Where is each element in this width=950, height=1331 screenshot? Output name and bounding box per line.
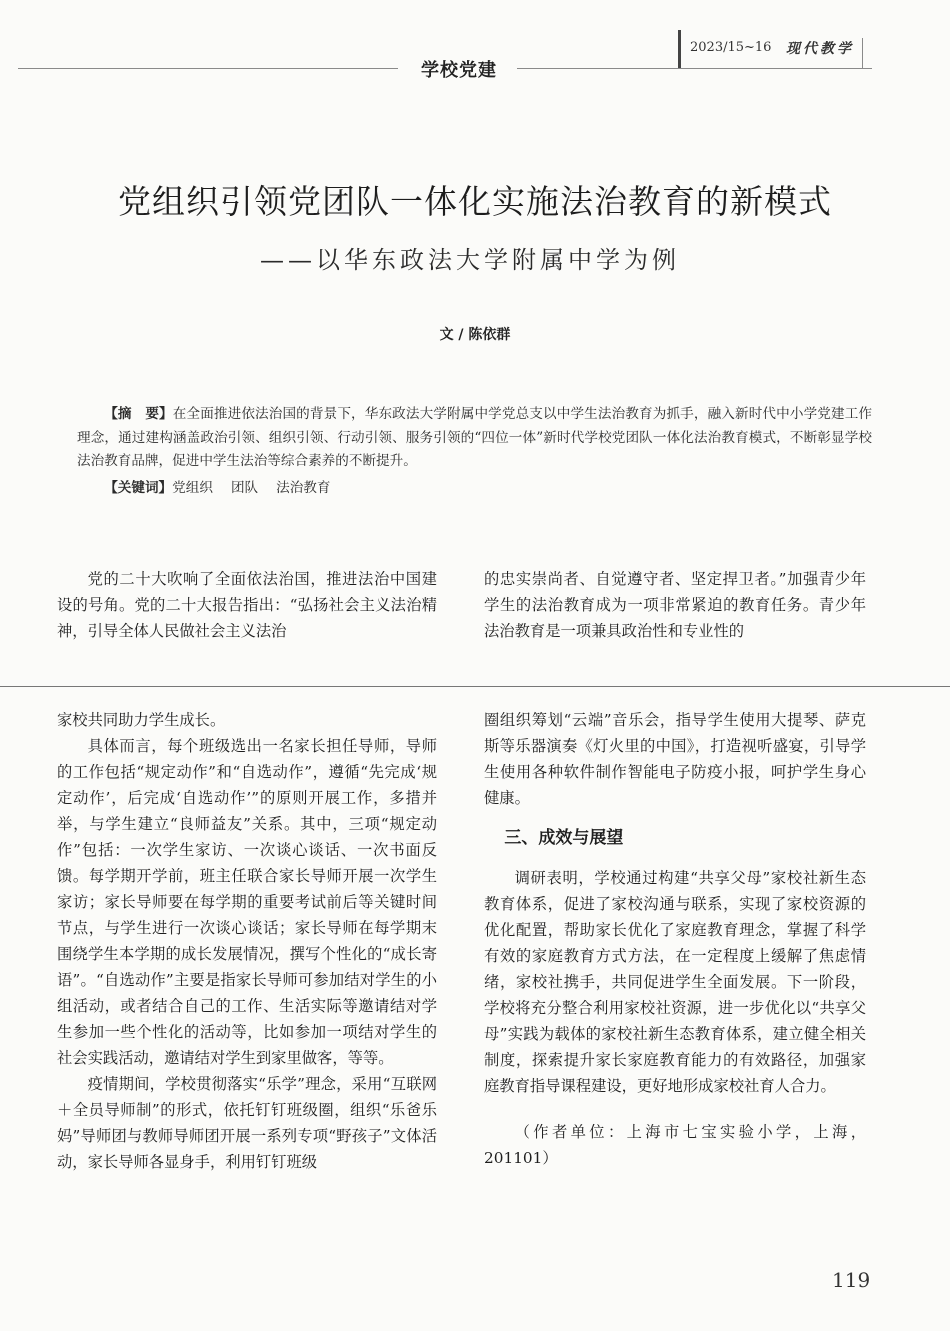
header-rule-left — [18, 68, 398, 69]
intro-column-left — [57, 566, 437, 644]
keywords-line — [77, 477, 872, 501]
section-heading: 三、成效与展望 — [504, 828, 624, 848]
abstract-paragraph — [77, 403, 872, 474]
body-paragraph: 疫情期间，学校贯彻落实“乐学”理念，采用“互联网＋全员导师制”的形式，依托钉钉班级圈，组织“乐爸乐妈”导师团与教师导师团开展一系列专项“野孩子”文体活动，家长导师各显身手，利用钉钉班级 — [57, 1075, 437, 1171]
issue-number: 2023/15~16 — [690, 40, 772, 55]
body-column-right — [484, 707, 866, 1171]
abstract-block — [77, 403, 872, 500]
keyword: 团队 — [230, 479, 259, 496]
body-paragraph: 家校共同助力学生成长。 — [57, 711, 226, 729]
header-rule-right — [517, 68, 872, 69]
body-paragraph: 具体而言，每个班级选出一名家长担任导师，导师的工作包括“规定动作”和“自选动作”，遵循“先完成‘规定动作’，后完成‘自选动作’”的原则开展工作，多措并举，与学生建立“良师益友”关系。其中，三项“规定动作”包括：一次学生家访、一次谈心谈话、一次书面反馈。每学期开学前，班主任联合家长导师开展一次学生家访；家长导师要在每学期的重要考试前后等关键时间节点，与学生进行一次谈心谈话；家长导师在每学期末围绕学生本学期的成长发展情况，撰写个性化的“成长寄语”。“自选动作”主要是指家长导师可参加结对学生的小组活动，或者结合自己的工作、生活实际等邀请结对学生参加一些个性化的活动等，比如参加一项结对学生的社会实践活动，邀请结对学生到家里做客，等等。 — [57, 737, 437, 1067]
article-subtitle: ——以华东政法大学附属中学为例 — [260, 246, 680, 274]
keywords-label: 【关键词】 — [104, 479, 173, 496]
abstract-text: 在全面推进依法治国的背景下，华东政法大学附属中学党总支以中学生法治教育为抓手，融入新时代中小学党建工作理念，通过建构涵盖政治引领、组织引领、行动引领、服务引领的“四位一体”新时代学校党团队一体化法治教育模式，不断彰显学校法治教育品牌，促进中学生法治等综合素养的不断提升。 — [77, 406, 873, 469]
header-vertical-end — [862, 38, 863, 68]
page-number: 119 — [832, 1268, 871, 1292]
body-paragraph: 的忠实崇尚者、自觉遵守者、坚定捍卫者。”加强青少年学生的法治教育成为一项非常紧迫的教育任务。青少年法治教育是一项兼具政治性和专业性的 — [484, 570, 866, 640]
body-column-left — [57, 707, 437, 1175]
header-vertical-bar — [678, 30, 681, 68]
journal-name: 现代教学 — [786, 41, 854, 57]
body-paragraph: 党的二十大吹响了全面依法治国，推进法治中国建设的号角。党的二十大报告指出：“弘扬社会主义法治精神，引导全体人民做社会主义法治 — [57, 570, 437, 640]
author-affiliation: （作者单位：上海市七宝实验小学，上海，201101） — [484, 1123, 866, 1167]
body-paragraph: 圈组织筹划“云端”音乐会，指导学生使用大提琴、萨克斯等乐器演奏《灯火里的中国》，打造视听盛宴，引导学生使用各种软件制作智能电子防疫小报，呵护学生身心健康。 — [484, 711, 866, 807]
author-byline: 文 / 陈依群 — [439, 327, 511, 343]
running-header — [0, 0, 950, 90]
page-split-divider — [0, 686, 950, 687]
abstract-label: 【摘 要】 — [104, 406, 173, 422]
body-paragraph: 调研表明，学校通过构建“共享父母”家校社新生态教育体系，促进了家校沟通与联系，实现了家校资源的优化配置，帮助家长优化了家庭教育理念，掌握了科学有效的家庭教育方式方法，在一定程度上缓解了焦虑情绪，家校社携手，共同促进学生全面发展。下一阶段，学校将充分整合利用家校社资源，进一步优化以“共享父母”实践为载体的家校社新生态教育体系，建立健全相关制度，探索提升家长家庭教育能力的有效路径，加强家庭教育指导课程建设，更好地形成家校社育人合力。 — [484, 869, 866, 1095]
intro-column-right — [484, 566, 866, 644]
article-title: 党组织引领党团队一体化实施法治教育的新模式 — [118, 182, 832, 221]
keyword: 党组织 — [172, 479, 213, 496]
section-label: 学校党建 — [421, 60, 497, 81]
keyword: 法治教育 — [276, 479, 331, 496]
